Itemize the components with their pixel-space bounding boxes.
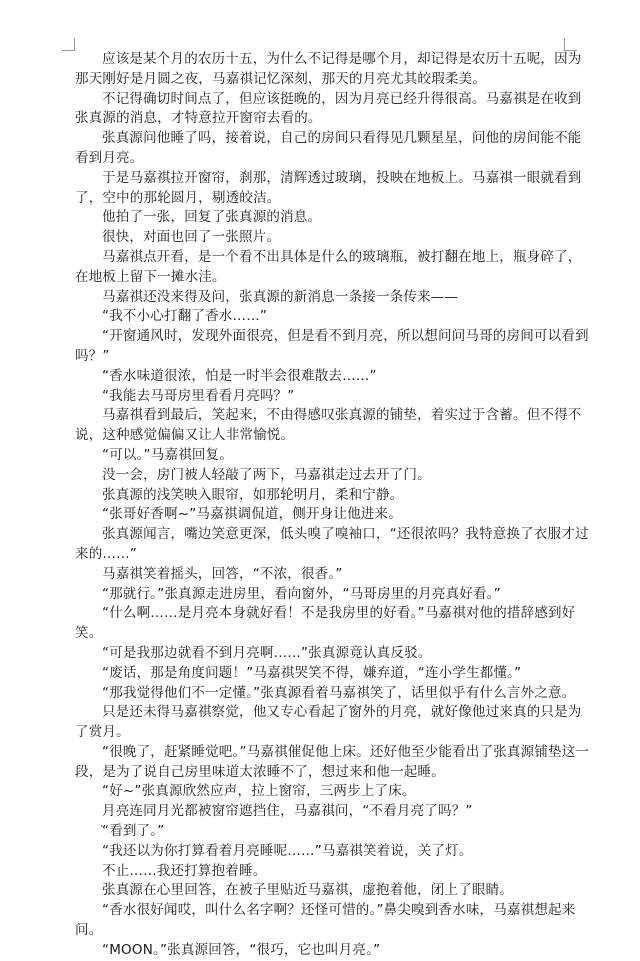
paragraph: 马嘉祺点开看，是一个看不出具体是什么的玻璃瓶，被打翻在地上，瓶身碎了，在地板上留下一摊水洼。 — [75, 248, 582, 285]
paragraph: “看到了。” — [102, 823, 165, 840]
paragraph: 张真源的浅笑映入眼帘，如那轮明月，柔和宁静。 — [102, 486, 404, 503]
paragraph: “好~”张真源欣然应声，拉上窗帘，三两步上了床。 — [102, 783, 416, 800]
paragraph: 很快，对面也回了一张照片。 — [102, 229, 281, 246]
paragraph: 马嘉祺笑着摇头，回答，“不浓，很香。” — [102, 565, 343, 582]
paragraph: “很晚了，赶紧睡觉吧。”马嘉祺催促他上床。还好他至少能看出了张真源铺垫这一段，是为了说自己房里味道太浓睡不了，想过来和他一起睡。 — [75, 743, 590, 780]
paragraph: “我不小心打翻了香水……” — [102, 308, 268, 325]
paragraph: 没一会，房门被人轻敲了两下，马嘉祺走过去开了门。 — [102, 466, 431, 483]
paragraph: “开窗通风时，发现外面很亮，但是看不到月亮，所以想问问马哥的房间可以看到吗？” — [75, 328, 589, 364]
paragraph: 月亮连同月光都被窗帘遮挡住，马嘉祺问，“不看月亮了吗？” — [102, 803, 473, 820]
paragraph: “那我觉得他们不一定懂。”张真源看着马嘉祺笑了，话里似乎有什么言外之意。 — [102, 684, 576, 701]
paragraph: 张真源在心里回答，在被子里贴近马嘉祺，虚抱着他，闭上了眼睛。 — [102, 882, 513, 899]
paragraph: 应该是某个月的农历十五，为什么不记得是哪个月，却记得是农历十五呢，因为那天刚好是月圆之夜，马嘉祺记忆深刻，那天的月亮尤其皎瑕柔美。 — [75, 51, 582, 87]
paragraph: “我能去马哥房里看看月亮吗？” — [102, 387, 295, 404]
paragraph: 张真源闻言，嘴边笑意更深，低头嗅了嗅袖口，“还很浓吗？我特意换了衣服才过来的……” — [75, 526, 589, 562]
paragraph: 他拍了一张，回复了张真源的消息。 — [102, 209, 322, 226]
paragraph: “香水味道很浓，怕是一时半会很难散去……” — [102, 367, 377, 384]
paragraph: “可是我那边就看不到月亮啊……”张真源竟认真反驳。 — [102, 644, 432, 661]
trailing-mark: . — [100, 816, 104, 830]
document-body[interactable] — [75, 50, 595, 961]
paragraph: “那就行。”张真源走进房里，看向窗外，“马哥房里的月亮真好看。” — [102, 585, 501, 602]
paragraph: “香水很好闻哎，叫什么名字啊？还怪可惜的。”鼻尖嗅到香水味，马嘉祺想起来问。 — [75, 902, 576, 939]
paragraph: “我还以为你打算看着月亮睡呢……”马嘉祺笑着说，关了灯。 — [102, 842, 473, 859]
paragraph: 只是还未得马嘉祺察觉，他又专心看起了窗外的月亮，就好像他过来真的只是为了赏月。 — [75, 704, 582, 741]
paragraph: “废话，那是角度问题！”马嘉祺哭笑不得，嫌弃道，“连小学生都懂。” — [102, 664, 522, 681]
paragraph: 于是马嘉祺拉开窗帘，刹那，清辉透过玻璃，投映在地板上。马嘉祺一眼就看到了，空中的那轮圆月，剔透皎洁。 — [75, 169, 582, 206]
paragraph: “MOON。”张真源回答，“很巧，它也叫月亮。” — [102, 941, 381, 958]
paragraph: “张哥好香啊~”马嘉祺调侃道，侧开身让他进来。 — [102, 506, 402, 523]
paragraph: 马嘉祺还没来得及问，张真源的新消息一条接一条传来—— — [102, 288, 459, 305]
paragraph: 张真源问他睡了吗，接着说，自己的房间只看得见几颗星星，问他的房间能不能看到月亮。 — [75, 130, 582, 166]
paragraph: 不记得确切时间点了，但应该挺晚的，因为月亮已经升得很高。马嘉祺是在收到张真源的消息，才特意拉开窗帘去看的。 — [75, 90, 582, 127]
paragraph: “什么啊……是月亮本身就好看！不是我房里的好看。”马嘉祺对他的措辞感到好笑。 — [75, 605, 576, 642]
paragraph: “可以。”马嘉祺回复。 — [102, 446, 233, 463]
paragraph: 马嘉祺看到最后，笑起来，不由得感叹张真源的铺垫，着实过于含蓄。但不得不说，这种感觉偏偏又让人非常愉悦。 — [75, 407, 582, 444]
page-corner-mark-top-left — [62, 38, 75, 51]
paragraph: 不止……我还打算抱着睡。 — [102, 862, 267, 879]
